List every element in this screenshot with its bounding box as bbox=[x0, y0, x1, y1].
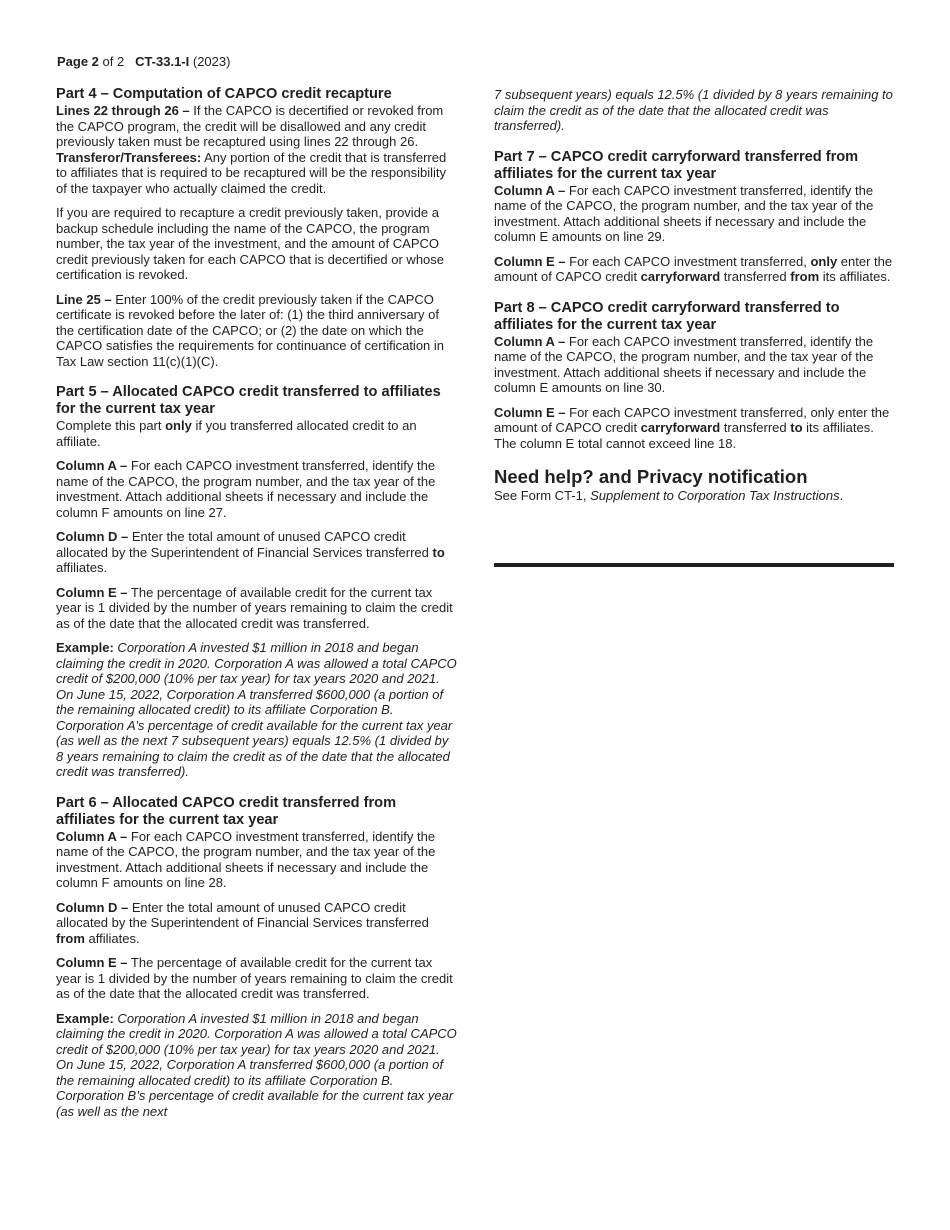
part5-column-e: Column E – The percentage of available credit for the current tax year is 1 divided by the number of years remaining to claim the credit as of the date that the allocated credit was transferred. bbox=[56, 584, 453, 631]
part4-lines-22-26: Lines 22 through 26 – If the CAPCO is decertified or revoked from the CAPCO program, the credit will be disallowed and any credit previously taken must be recaptured using lines 22 through 26. Transferor/Transferees: Any portion of the credit that is transferred to affiliates that is required to be recaptured will be the responsibility of the taxpayer who actually claimed the credit. bbox=[56, 103, 447, 196]
part6-column-a: Column A – For each CAPCO investment transferred, identify the name of the CAPCO, the program number, and the tax year of the investment. Attach additional sheets if necessary and include the column F amounts on line 28. bbox=[56, 828, 436, 890]
page-header bbox=[57, 54, 230, 70]
page-total: of 2 bbox=[98, 54, 125, 69]
part6-example-continued: 7 subsequent years) equals 12.5% (1 divided by 8 years remaining to claim the credit as of the date that the allocated credit was transferred). bbox=[494, 87, 893, 133]
part6-column-d: Column D – Enter the total amount of unused CAPCO credit allocated by the Superintendent of Financial Services transferred from affiliates. bbox=[56, 899, 429, 946]
part8-column-e: Column E – For each CAPCO investment transferred, only enter the amount of CAPCO credit carryforward transferred to its affiliates. The column E total cannot exceed line 18. bbox=[494, 404, 890, 451]
form-id: CT-33.1-I bbox=[135, 54, 190, 69]
part4-backup-schedule: If you are required to recapture a credit previously taken, provide a backup schedule including the name of the CAPCO, the program number, the tax year of the investment, and the amount of CAPCO credit previously taken for each CAPCO that is decertified or whose certification is revoked. bbox=[56, 205, 445, 282]
part7-column-e: Column E – For each CAPCO investment transferred, only enter the amount of CAPCO credit carryforward transferred from its affiliates. bbox=[494, 253, 893, 284]
left-column bbox=[56, 86, 459, 1128]
part4-title: Part 4 – Computation of CAPCO credit recapture bbox=[56, 86, 392, 102]
form-year: (2023) bbox=[189, 54, 231, 69]
part8-column-a: Column A – For each CAPCO investment transferred, identify the name of the CAPCO, the program number, and the tax year of the investment. Attach additional sheets if necessary and include the column E amounts on line 30. bbox=[494, 333, 874, 395]
part5-column-d: Column D – Enter the total amount of unused CAPCO credit allocated by the Superintendent of Financial Services transferred to affiliates. bbox=[56, 529, 445, 575]
part6-title: Part 6 – Allocated CAPCO credit transferred from affiliates for the current tax year bbox=[56, 794, 397, 828]
part6-section bbox=[56, 795, 459, 1120]
part6-column-e: Column E – The percentage of available credit for the current tax year is 1 divided by the number of years remaining to claim the credit as of the date that the allocated credit was transferred. bbox=[56, 955, 453, 1001]
part7-title: Part 7 – CAPCO credit carryforward transferred from affiliates for the current tax year bbox=[494, 148, 859, 182]
end-rule bbox=[494, 563, 894, 567]
part5-title: Part 5 – Allocated CAPCO credit transferred to affiliates for the current tax year bbox=[56, 384, 441, 417]
page-number: Page 2 bbox=[57, 54, 99, 69]
part5-column-a: Column A – For each CAPCO investment transferred, identify the name of the CAPCO, the program number, and the tax year of the investment. Attach additional sheets if necessary and include the column F amounts on line 27. bbox=[56, 458, 436, 520]
part4-line-25: Line 25 – Enter 100% of the credit previously taken if the CAPCO certificate is revoked before the later of: (1) the third anniversary of the certification date of the CAPCO; or (2) the date on which the CAPCO satisfies the requirements for continuance of certification in Tax Law section 11(c)(1)(C). bbox=[56, 291, 445, 369]
part5-section bbox=[56, 384, 459, 780]
part4-section bbox=[56, 86, 459, 369]
help-section bbox=[494, 466, 894, 504]
part8-title: Part 8 – CAPCO credit carryforward transferred to affiliates for the current tax year bbox=[494, 299, 840, 333]
part7-section bbox=[494, 149, 894, 285]
part8-section bbox=[494, 300, 894, 452]
right-column bbox=[494, 87, 894, 513]
help-title: Need help? and Privacy notification bbox=[494, 466, 808, 487]
part6-example: Example: Corporation A invested $1 million in 2018 and began claiming the credit in 2020. Corporation A was allowed a total CAPCO credit of $200,000 (10% per tax year) for tax years 2020 and 2021. On June 15, 2022, Corporation A transferred $600,000 (a portion of the remaining allocated credit) to its affiliate Corporation B. Corporation B’s percentage of credit available for the current tax year (as well as the next bbox=[56, 1010, 457, 1119]
part7-column-a: Column A – For each CAPCO investment transferred, identify the name of the CAPCO, the program number, and the tax year of the investment. Attach additional sheets if necessary and include the column E amounts on line 29. bbox=[494, 182, 874, 244]
part5-intro: Complete this part only if you transferred allocated credit to an affiliate. bbox=[56, 418, 417, 449]
part5-example: Example: Corporation A invested $1 million in 2018 and began claiming the credit in 2020. Corporation A was allowed a total CAPCO credit of $200,000 (10% per tax year) for tax years 2020 and 2021. On June 15, 2022, Corporation A transferred $600,000 (a portion of the remaining allocated credit) to its affiliate Corporation B. Corporation A’s percentage of credit available for the current tax year (as well as the next 7 subsequent years) equals 12.5% (1 divided by 8 years remaining to claim the credit as of the date that the allocated credit was transferred). bbox=[56, 640, 457, 779]
help-text: See Form CT-1, Supplement to Corporation Tax Instructions. bbox=[494, 488, 844, 503]
